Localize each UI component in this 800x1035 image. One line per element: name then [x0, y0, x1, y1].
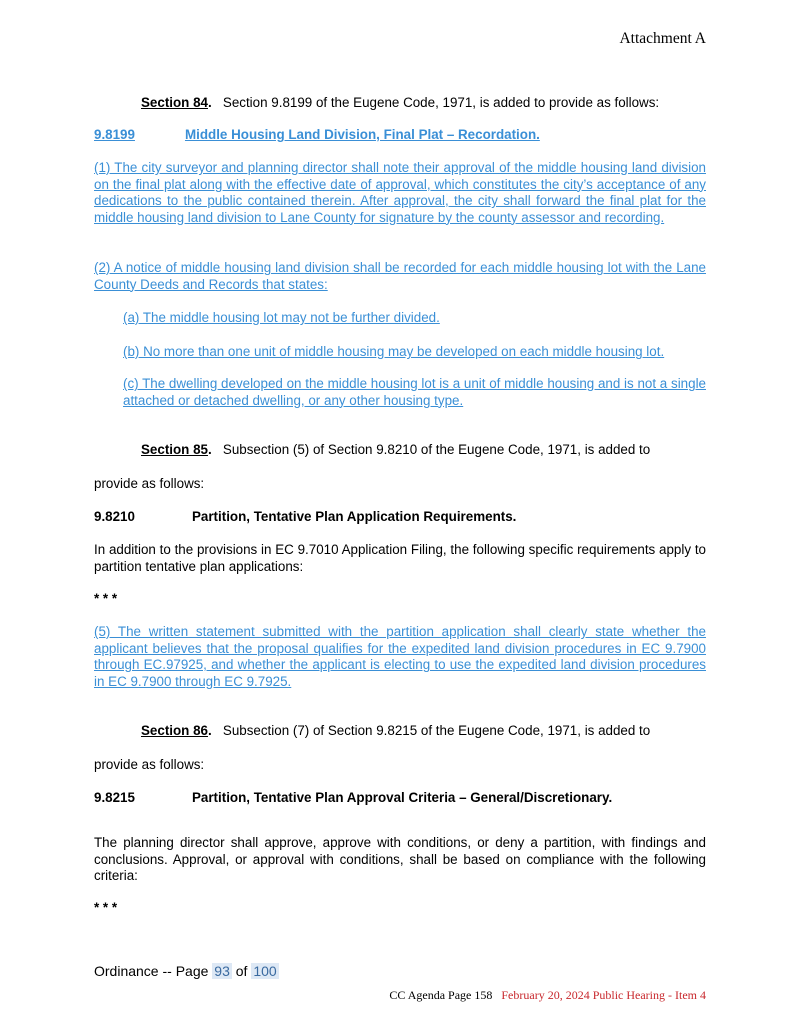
- heading-number: 9.8210: [94, 509, 135, 524]
- page-footer: [94, 963, 279, 979]
- heading-title: Middle Housing Land Division, Final Plat – Recordation.: [184, 127, 540, 142]
- section-84-intro: [141, 95, 711, 110]
- ellipsis-stars: * * *: [94, 591, 118, 606]
- heading-number: 9.8199: [94, 127, 135, 142]
- section-85-dot: .: [207, 442, 212, 457]
- section-84-text: Section 9.8199 of the Eugene Code, 1971, is added to provide as follows:: [222, 95, 660, 110]
- section-86-text: Subsection (7) of Section 9.8215 of the Eugene Code, 1971, is added to: [222, 723, 651, 738]
- subsection-1: (1) The city surveyor and planning director shall note their approval of the middle housing land division on the final plat along with the effective date of approval, which constitutes the city’s acceptance of any dedications to the public contained therein. After approval, the city shall forward the final plat for the middle housing land division to Lane County for signature by the county assessor and recording.: [94, 160, 706, 225]
- section-84-label: Section 84: [141, 95, 208, 110]
- ellipsis-stars: * * *: [94, 900, 118, 915]
- section-86-continuation: provide as follows:: [94, 757, 205, 772]
- section-84-dot: .: [207, 95, 212, 110]
- item-b: (b) No more than one unit of middle housing may be developed on each middle housing lot.: [123, 344, 665, 359]
- section-85-continuation: provide as follows:: [94, 476, 205, 491]
- attachment-label: Attachment A: [619, 30, 706, 47]
- agenda-page: CC Agenda Page 158: [389, 988, 493, 1002]
- section-86-dot: .: [207, 723, 212, 738]
- footer-prefix: Ordinance -- Page: [94, 963, 209, 979]
- footer-of: of: [235, 963, 248, 979]
- section-86-label: Section 86: [141, 723, 208, 738]
- hearing-label: February 20, 2024 Public Hearing - Item 4: [501, 988, 706, 1002]
- section-85-label: Section 85: [141, 442, 208, 457]
- heading-title: Partition, Tentative Plan Approval Criteria – General/Discretionary.: [191, 790, 613, 805]
- item-c: (c) The dwelling developed on the middle housing lot is a unit of middle housing and is not a single attached or detached dwelling, or any other housing type.: [123, 376, 706, 408]
- section-85-text: Subsection (5) of Section 9.8210 of the Eugene Code, 1971, is added to: [222, 442, 651, 457]
- heading-9-8215: [94, 790, 612, 805]
- section-85-paragraph: In addition to the provisions in EC 9.7010 Application Filing, the following specific requirements apply to partition tentative plan applications:: [94, 542, 706, 574]
- page-number: 93: [214, 963, 230, 979]
- section-86-paragraph: The planning director shall approve, approve with conditions, or deny a partition, with findings and conclusions. Approval, or approval with conditions, shall be based on compliance with the following criteria:: [94, 835, 706, 883]
- agenda-footer: [389, 988, 706, 1003]
- section-86-intro: [141, 723, 711, 738]
- heading-9-8210: [94, 509, 516, 524]
- page-total: 100: [253, 963, 277, 979]
- item-a: (a) The middle housing lot may not be further divided.: [123, 310, 440, 325]
- subsection-2: (2) A notice of middle housing land division shall be recorded for each middle housing lot with the Lane County Deeds and Records that states:: [94, 260, 706, 292]
- heading-number: 9.8215: [94, 790, 135, 805]
- heading-title: Partition, Tentative Plan Application Requirements.: [191, 509, 517, 524]
- section-85-intro: [141, 442, 711, 457]
- heading-9-8199: [94, 127, 540, 142]
- subsection-5: (5) The written statement submitted with the partition application shall clearly state whether the applicant believes that the proposal qualifies for the expedited land division procedures in EC 9.7900 through EC.97925, and whether the applicant is electing to use the expedited land division procedures in EC 9.7900 through EC 9.7925.: [94, 624, 706, 689]
